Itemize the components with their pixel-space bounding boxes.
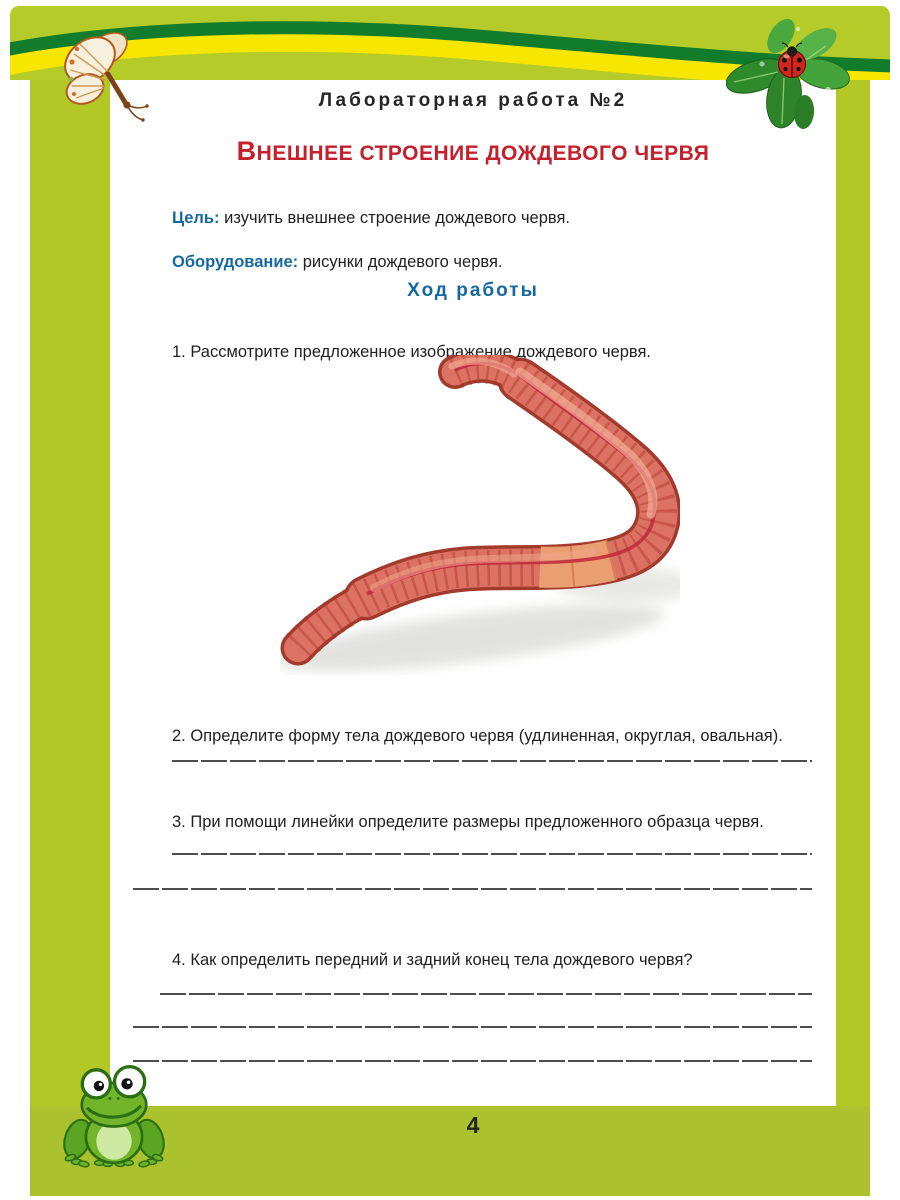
frame-right-band: [836, 80, 870, 1196]
step-4: 4. Как определить передний и задний конец тела дождевого червя?: [172, 950, 693, 969]
page-title-rest: НЕШНЕЕ СТРОЕНИЕ ДОЖДЕВОГО ЧЕРВЯ: [256, 142, 710, 165]
frame-left-band: [30, 80, 110, 1196]
page-title-initial: В: [236, 136, 257, 166]
answer-line: [133, 888, 812, 890]
equipment-text: рисунки дождевого червя.: [298, 252, 503, 271]
answer-line: [133, 1026, 812, 1028]
answer-line: [172, 760, 812, 762]
earthworm-illustration: [280, 355, 680, 675]
goal-text: изучить внешнее строение дождевого червя.: [219, 208, 570, 227]
step-1: 1. Рассмотрите предложенное изображение дождевого червя.: [172, 342, 652, 361]
procedure-heading: Ход работы: [407, 280, 539, 301]
answer-line: [133, 1060, 812, 1062]
lab-work-header: Лабораторная работа №2: [318, 90, 628, 111]
butterfly-icon: [60, 24, 152, 128]
answer-line: [160, 993, 812, 995]
ladybug-leaves-icon: [726, 16, 864, 134]
answer-line: [172, 853, 812, 855]
page-number: 4: [466, 1112, 480, 1138]
step-2: 2. Определите форму тела дождевого червя (удлиненная, округлая, овальная).: [172, 726, 783, 745]
page-title: [110, 136, 836, 167]
goal-line: [172, 207, 834, 229]
goal-label: Цель:: [172, 208, 220, 227]
step-3: 3. При помощи линейки определите размеры предложенного образца червя.: [172, 812, 764, 831]
equipment-line: [172, 251, 834, 273]
equipment-label: Оборудование:: [172, 252, 299, 271]
